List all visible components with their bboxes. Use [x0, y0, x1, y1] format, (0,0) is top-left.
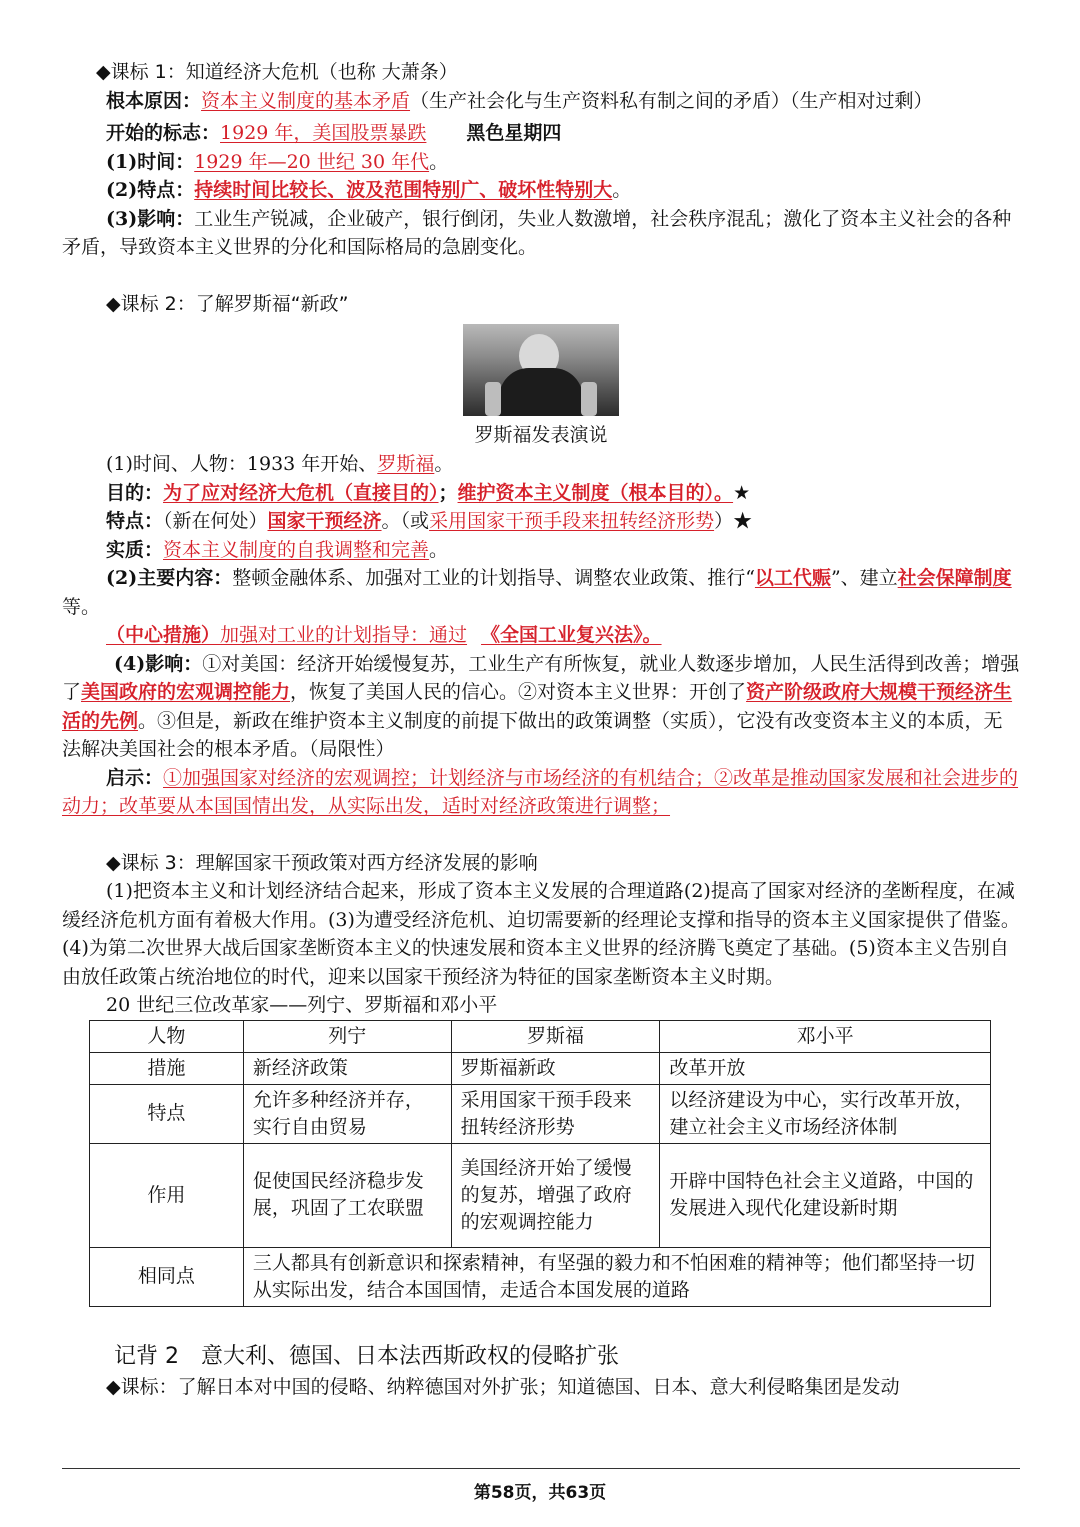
table-header-cell: 人物 [90, 1020, 244, 1052]
time-label: (1)时间： [106, 150, 195, 173]
document-page [62, 58, 1020, 1401]
insight-red: ①加强国家对经济的宏观调控；计划经济与市场经济的有机结合；②改革是推动国家发展和社会进步的动力；改革要从本国国情出发，从实际出发，适时对经济政策进行调整； [62, 766, 1019, 817]
table-cell: 促使国民经济稳步发展，巩固了工农联盟 [243, 1143, 451, 1247]
s2-impact-paragraph [62, 650, 1020, 764]
feature-label: (2)特点： [106, 179, 195, 201]
s2-impact-t1: ①对美国：经济开始缓慢复苏，工业生产有所恢复，就业人数逐步增加，人民生活得到改善；增强了 [62, 652, 1020, 703]
content-red1: 以工代赈 [754, 567, 831, 589]
section2-heading: ◆课标 2：了解罗斯福“新政” [106, 292, 349, 315]
essence-line [62, 536, 1020, 565]
roosevelt-speech-photo [463, 324, 619, 416]
table-cell: 美国经济开始了缓慢的复苏，增强了政府的宏观调控能力 [451, 1143, 660, 1247]
cause-label: 根本原因： [106, 89, 202, 112]
content-text2: ”、建立 [830, 567, 898, 589]
table-cell: 罗斯福新政 [451, 1052, 660, 1084]
table-header-cell: 罗斯福 [451, 1020, 660, 1052]
cause-red: 资本主义制度的基本矛盾 [201, 89, 411, 112]
table-row [90, 1247, 991, 1306]
aim-sep: ； [438, 481, 458, 504]
content-text1: 整顿金融体系、加强对工业的计划指导、调整农业政策、推行“ [232, 567, 755, 589]
s2-impact-t3: 。③但是，新政在维护资本主义制度的前提下做出的政策调整（实质），它没有改变资本主义的本质，无法解决美国社会的根本矛盾。（局限性） [62, 709, 1003, 760]
aim-label: 目的： [106, 481, 164, 504]
section3-text-body: (1)把资本主义和计划经济结合起来，形成了资本主义发展的合理道路(2)提高了国家对经济的垄断程度，在减缓经济危机方面有着极大作用。(3)为遭受经济危机、迫切需要新的经理论支撑和指导的资本主义国家提供了借鉴。(4)为第二次世界大战后国家垄断资本主义的快速发展和资本主义世界的经济腾飞奠定了基础。(5)资本主义告别自由放任政策占统治地位的时代，迎来以国家干预经济为特征的国家垄断资本主义时期。 [62, 880, 1020, 988]
insight-label: 启示： [106, 766, 164, 789]
content-text3: 等。 [62, 595, 101, 618]
table-cell: 特点 [90, 1084, 244, 1143]
time-end: 。 [429, 150, 449, 173]
table-cell: 三人都具有创新意识和探索精神，有坚强的毅力和不怕困难的精神等；他们都坚持一切从实际出发，结合本国国情，走适合本国发展的道路 [243, 1247, 990, 1306]
section3-heading [62, 849, 1020, 878]
table-header-row [90, 1020, 991, 1052]
section1-heading: ◆课标 1：知道经济大危机（也称 大萧条） [96, 61, 458, 83]
table-cell: 采用国家干预手段来扭转经济形势 [451, 1084, 660, 1143]
central-line [62, 621, 1020, 650]
s2-feature-end: ）★ [714, 510, 753, 532]
central-text: 加强对工业的计划指导：通过 [220, 624, 468, 646]
table-cell: 允许多种经济并存，实行自由贸易 [243, 1084, 451, 1143]
table-cell: 作用 [90, 1143, 244, 1247]
photo-figure [62, 324, 1020, 450]
feature-line [62, 176, 1020, 205]
table-cell: 开辟中国特色社会主义道路，中国的发展进入现代化建设新时期 [660, 1143, 991, 1247]
impact-paragraph [62, 205, 1020, 262]
cause-rest: （生产社会化与生产资料私有制之间的矛盾）（生产相对过剩） [410, 89, 933, 112]
table-cell: 相同点 [90, 1247, 244, 1306]
s2-impact-r2: 资产阶级政府大规模干预经济生活的先例 [62, 681, 1013, 732]
s2-feature-prefix: （新在何处） [163, 510, 268, 532]
s2-feature-label: 特点： [106, 510, 164, 532]
impact-label: (3)影响： [106, 207, 195, 230]
essence-label: 实质： [106, 538, 164, 561]
s2-feature-mid: 。（或 [381, 510, 430, 532]
star-icon: ★ [733, 481, 751, 504]
table-cell: 以经济建设为中心，实行改革开放，建立社会主义市场经济体制 [660, 1084, 991, 1143]
essence-red: 资本主义制度的自我调整和完善 [163, 538, 430, 561]
table-row [90, 1084, 991, 1143]
table-cell: 新经济政策 [243, 1052, 451, 1084]
table-row [90, 1052, 991, 1084]
content-label: (2)主要内容： [106, 567, 233, 589]
s2-impact-r1: 美国政府的宏观调控能力 [81, 681, 291, 703]
section4-title: 记背 2 意大利、德国、日本法西斯政权的侵略扩张 [114, 1343, 619, 1369]
s2-feature-red2: 采用国家干预手段来扭转经济形势 [429, 510, 715, 532]
table-header-cell: 邓小平 [660, 1020, 991, 1052]
central-label: （中心措施） [106, 624, 221, 646]
essence-end: 。 [429, 538, 449, 561]
s2-feature-line [62, 507, 1020, 536]
start-line [62, 119, 1020, 148]
footer-divider [62, 1468, 1020, 1469]
s2-time-end: 。 [434, 453, 454, 475]
table-header-cell: 列宁 [243, 1020, 451, 1052]
s2-impact-label: (4)影响： [114, 652, 203, 675]
section3-text [62, 877, 1020, 991]
central-law: 《全国工业复兴法》。 [481, 624, 662, 646]
time-red: 1929 年—20 世纪 30 年代 [194, 150, 430, 173]
s2-time-red: 罗斯福 [377, 453, 435, 475]
time-line [62, 148, 1020, 177]
s2-feature-red1: 国家干预经济 [267, 510, 382, 532]
page-number: 第58页，共63页 [473, 1483, 607, 1503]
content-paragraph [62, 564, 1020, 621]
start-label: 开始的标志： [106, 122, 221, 144]
aim-line [62, 479, 1020, 508]
table-row [90, 1143, 991, 1247]
reformers-table [89, 1020, 991, 1307]
table-title: 20 世纪三位改革家——列宁、罗斯福和邓小平 [106, 994, 498, 1016]
feature-red: 持续时间比较长、波及范围特别广、破坏性特别大 [194, 179, 613, 201]
table-cell: 改革开放 [660, 1052, 991, 1084]
feature-end: 。 [612, 179, 632, 201]
section3-heading-text: ◆课标 3：理解国家干预政策对西方经济发展的影响 [106, 851, 538, 874]
s2-time-line [62, 450, 1020, 479]
aim-red2: 维护资本主义制度（根本目的）。 [457, 481, 734, 504]
start-red: 1929 年，美国股票暴跌 [220, 122, 427, 144]
cause-line [62, 87, 1020, 116]
impact-text: 工业生产锐减，企业破产，银行倒闭，失业人数激增，社会秩序混乱；激化了资本主义社会的各种矛盾，导致资本主义世界的分化和国际格局的急剧变化。 [62, 207, 1012, 258]
aim-red1: 为了应对经济大危机（直接目的） [163, 481, 439, 504]
photo-caption: 罗斯福发表演说 [474, 424, 608, 446]
table-cell: 措施 [90, 1052, 244, 1084]
start-extra: 黑色星期四 [466, 122, 562, 144]
insight-paragraph [62, 764, 1020, 821]
content-red2: 社会保障制度 [897, 567, 1012, 589]
section4-heading: ◆课标：了解日本对中国的侵略、纳粹德国对外扩张；知道德国、日本、意大利侵略集团是发动 [106, 1375, 900, 1398]
s2-time-text: (1)时间、人物：1933 年开始、 [106, 453, 378, 475]
s2-impact-t2: ，恢复了美国人民的信心。②对资本主义世界：开创了 [290, 681, 747, 703]
